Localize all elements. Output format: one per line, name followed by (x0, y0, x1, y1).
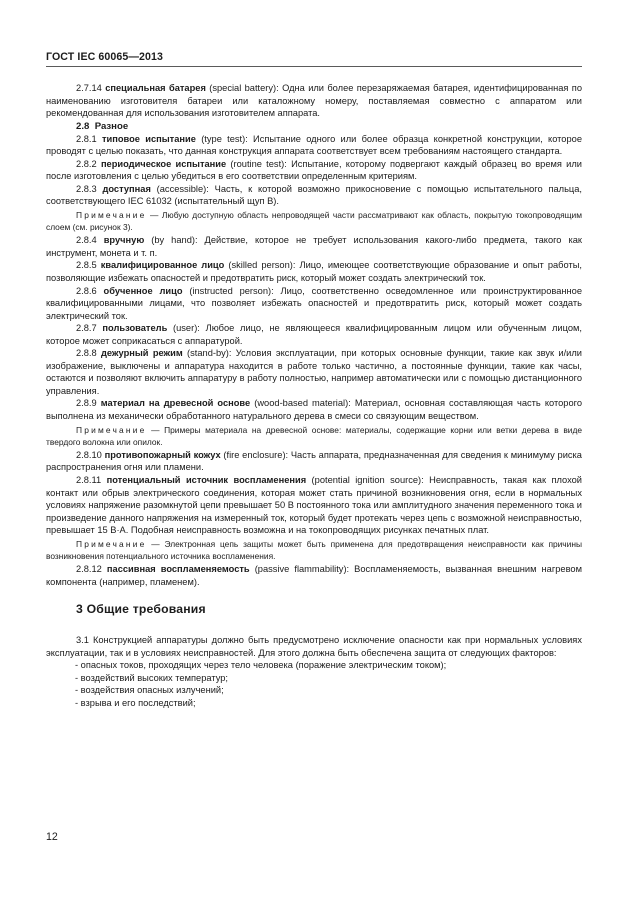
definition-text: (routine test): Испытание, которому подвергают каждый образец во время или после изготовления с целью убедиться в его соответствии определенным критериям. (46, 158, 582, 182)
clause-number: 2.8.5 (76, 260, 97, 271)
term: квалифицированное лицо (100, 260, 225, 271)
paragraph-2-8-3 (46, 183, 582, 208)
paragraph-2-8-5 (46, 259, 582, 284)
paragraph-2-8-6 (46, 285, 582, 323)
note-text: — Примеры материала на древесной основе: материалы, содержащие корни или ветки дерева в виде твердого волокна или опилок. (46, 424, 582, 447)
clause-number: 2.7.14 (76, 83, 102, 93)
clause-number: 2.8.10 (76, 449, 102, 460)
page-header-title: ГОСТ IEC 60065—2013 (46, 51, 164, 63)
note-text: — Любую доступную область непроводящей части рассматривают как область, покрытую токопроводящим слоем (см. рисунок 3). (46, 209, 582, 233)
note-label: Примечание (76, 538, 147, 549)
paragraph-2-8-12 (46, 563, 582, 588)
section-title: Общие требования (86, 602, 206, 617)
paragraph-2-8-10 (46, 449, 582, 474)
definition-text: (special battery): Одна или более перезаряжаемая батарея, идентифицированная по наименованию изготовителя батареи или каталожному номеру, поставляемая совместно с аппаратом или рекомендованная для использования изготовителем аппарата. (46, 83, 582, 119)
section-number: 3 (76, 602, 83, 617)
definition-text: (user): Любое лицо, не являющееся квалифицированным лицом или обученным лицом, которое может соприкасаться с аппаратурой. (46, 323, 582, 346)
term: специальная батарея (105, 83, 206, 93)
term: пользователь (102, 323, 168, 334)
paragraph-2-8-8 (46, 347, 582, 397)
clause-number: 2.8.12 (76, 564, 102, 575)
paragraph-2-8-9 (46, 397, 582, 422)
section-heading-3 (46, 602, 582, 616)
section-number: 2.8 (76, 120, 90, 132)
term: обученное лицо (103, 285, 183, 296)
header-divider (46, 66, 582, 67)
note-label: Примечание (76, 209, 147, 220)
page-number: 12 (46, 831, 58, 843)
definition-text: (accessible): Часть, к которой возможно прикосновение с помощью испытательного пальца, соответствующего IEC 61032 (испытательный щуп B). (46, 183, 582, 207)
paragraph-2-8-11 (46, 474, 582, 537)
clause-number: 2.8.6 (76, 285, 97, 296)
definition-text: (instructed person): Лицо, соответственно осведомленное или проинструктированное квалифицированными лицами, что позволяет избежать опасностей и предотвратить риск, который может создать электрический ток. (46, 285, 582, 321)
definition-text: (by hand): Действие, которое не требует использования какого-либо предмета, такого как инструмент, монета и т. п. (46, 235, 582, 258)
term: противопожарный кожух (104, 449, 221, 460)
paragraph-3-1: 3.1 Конструкцией аппаратуры должно быть предусмотрено исключение опасности как при нормальных условиях эксплуатации, так и в условиях неисправностей. Для этого должна быть обеспечена защита от следующих факторов: (46, 635, 582, 658)
definition-text: (fire enclosure): Часть аппарата, предназначенная для сведения к минимуму риска распространения огня или пламени. (46, 449, 582, 473)
term: пассивная воспламеняемость (106, 564, 250, 575)
note-text: — Электронная цепь защиты может быть применена для предотвращения неисправности как причины возникновения потенциального источника воспламенения. (46, 538, 582, 561)
section-heading-2-8 (46, 121, 582, 132)
page-content (46, 82, 582, 710)
term: типовое испытание (101, 133, 196, 144)
clause-number: 2.8.7 (76, 323, 97, 334)
paragraph-2-8-2 (46, 158, 582, 183)
term: потенциальный источник воспламенения (106, 475, 307, 486)
list-item: - взрыва и его последствий; (75, 698, 196, 708)
clause-number: 2.8.11 (76, 475, 102, 486)
definition-text: (potential ignition source): Неисправность, такая как плохой контакт или обрыв электрического соединения, которая может стать причиной возникновения огня, если в нормальных условиях напряжение разомкнутой цепи превышает 50 В постоянного тока или амплитудного значения переменного тока и произведение данного напряжения на измеренный ток, который будет протекать через цепь с возможной неисправностью, превышает 15 В·А. Подобная неисправность возможна и на токопроводящих рисунках печатных плат. (46, 475, 582, 536)
term: доступная (102, 183, 151, 194)
clause-number: 2.8.3 (76, 183, 97, 194)
clause-number: 2.8.1 (76, 133, 97, 144)
paragraph-2-7-14 (46, 82, 582, 120)
list-item: - опасных токов, проходящих через тело человека (поражение электрическим током); (75, 660, 447, 671)
paragraph-2-8-7 (46, 322, 582, 347)
clause-number: 2.8.4 (76, 235, 97, 246)
list-item: - воздействий высоких температур; (75, 672, 228, 683)
clause-number: 2.8.2 (76, 158, 97, 169)
section-title: Разное (94, 120, 129, 132)
note-label: Примечание (76, 424, 147, 435)
definition-text: (type test): Испытание одного или более образца конкретной конструкции, которое проводят с целью показать, что данная конструкция аппарата соответствует всем требованиям настоящего стандарта. (46, 133, 582, 157)
note-2-8-3 (46, 209, 582, 233)
term: периодическое испытание (100, 158, 227, 169)
definition-text: (stand-by): Условия эксплуатации, при которых основные функции, такие как звук и/или изображение, выключены и аппаратура находится в работе только частично, а постоянные функции, такие как часы, остаются и позволяют включить аппаратуру в работу полностью, например автоматически или с помощью дистанционного управления. (46, 348, 582, 396)
note-2-8-9 (46, 424, 582, 448)
term: материал на древесной основе (100, 398, 251, 409)
term: дежурный режим (100, 348, 183, 359)
paragraph-2-8-4 (46, 234, 582, 259)
clause-number: 2.8.8 (76, 348, 97, 359)
term: вручную (103, 235, 145, 246)
definition-text: (wood-based material): Материал, основная составляющая часть которого выполнена из механически обработанного натурального дерева в смеси со связующим веществом. (46, 398, 582, 421)
list-item: - воздействия опасных излучений; (75, 685, 224, 696)
paragraph-2-8-1 (46, 133, 582, 158)
note-2-8-11 (46, 538, 582, 562)
definition-text: (skilled person): Лицо, имеющее соответствующие образование и опыт работы, позволяющие избежать опасностей и предотвратить риск, который может создать электрический ток. (46, 260, 582, 283)
clause-number: 2.8.9 (76, 398, 97, 409)
definition-text: (passive flammability): Воспламеняемость, вызванная внешним нагревом компонента (например, пламенем). (46, 564, 582, 587)
